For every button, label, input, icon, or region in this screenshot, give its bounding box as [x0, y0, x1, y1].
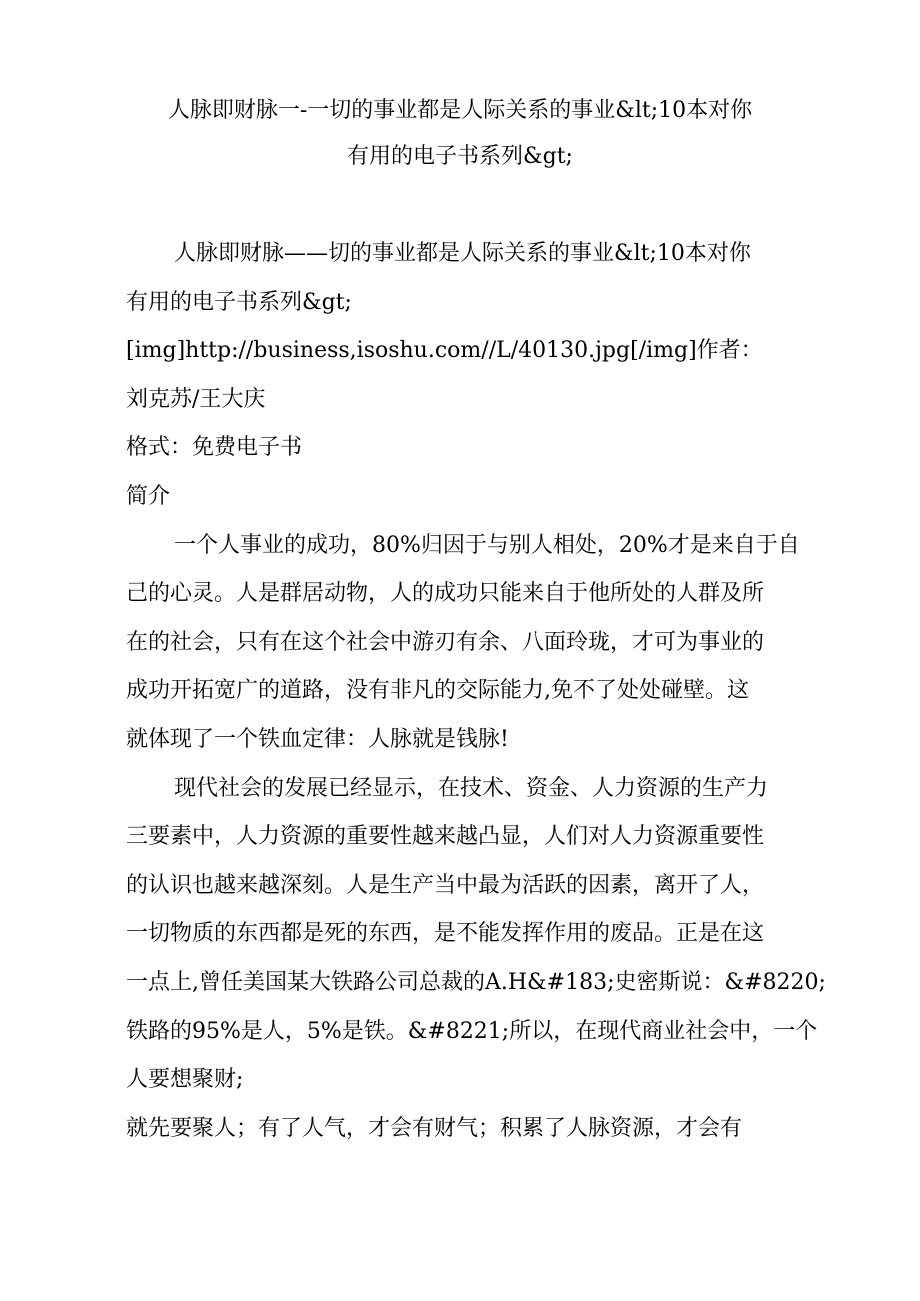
- body-line: 的认识也越来越深刻。人是生产当中最为活跃的因素，离开了人，: [126, 872, 765, 898]
- body-line: 在的社会，只有在这个社会中游刃有余、八面玲珑，才可为事业的: [126, 629, 765, 655]
- body-line: 刘克苏/王大庆: [126, 386, 266, 412]
- body-line: 人脉即财脉——切的事业都是人际关系的事业&lt;10本对你: [174, 241, 751, 266]
- body-line: 就体现了一个铁血定律：人脉就是钱脉!: [126, 726, 509, 752]
- body-line: 简介: [126, 483, 171, 509]
- body-line: [img]http://business,isoshu.com//L/40130.jpg[/img]作者：: [126, 338, 763, 364]
- document-body: [126, 230, 826, 1153]
- body-line: 现代社会的发展已经显示，在技术、资金、人力资源的生产力: [174, 775, 769, 801]
- body-line: 铁路的95%是人，5%是铁。&#8221;所以，在现代商业社会中，一个: [126, 1018, 818, 1044]
- title-line-1: 人脉即财脉一-一切的事业都是人际关系的事业&lt;10本对你: [167, 98, 753, 123]
- document-title: [0, 88, 920, 180]
- body-line: 己的心灵。人是群居动物，人的成功只能来自于他所处的人群及所: [126, 581, 765, 607]
- body-line: 一点上,曾任美国某大铁路公司总裁的A.H&#183;史密斯说：&#8220;: [126, 969, 826, 995]
- body-line: 就先要聚人；有了人气，才会有财气；积累了人脉资源，才会有: [126, 1115, 743, 1141]
- body-line: 一个人事业的成功，80%归因于与别人相处，20%才是来自于自: [174, 532, 800, 558]
- body-line: 三要素中，人力资源的重要性越来越凸显，人们对人力资源重要性: [126, 824, 765, 850]
- body-line: 一切物质的东西都是死的东西，是不能发挥作用的废品。正是在这: [126, 921, 765, 947]
- body-line: 人要想聚财;: [126, 1067, 244, 1093]
- title-line-2: 有用的电子书系列&gt;: [347, 144, 573, 169]
- body-line: 有用的电子书系列&gt;: [126, 289, 352, 315]
- body-line: 成功开拓宽广的道路，没有非凡的交际能力,免不了处处碰壁。这: [126, 678, 749, 704]
- body-line: 格式：免费电子书: [126, 435, 303, 461]
